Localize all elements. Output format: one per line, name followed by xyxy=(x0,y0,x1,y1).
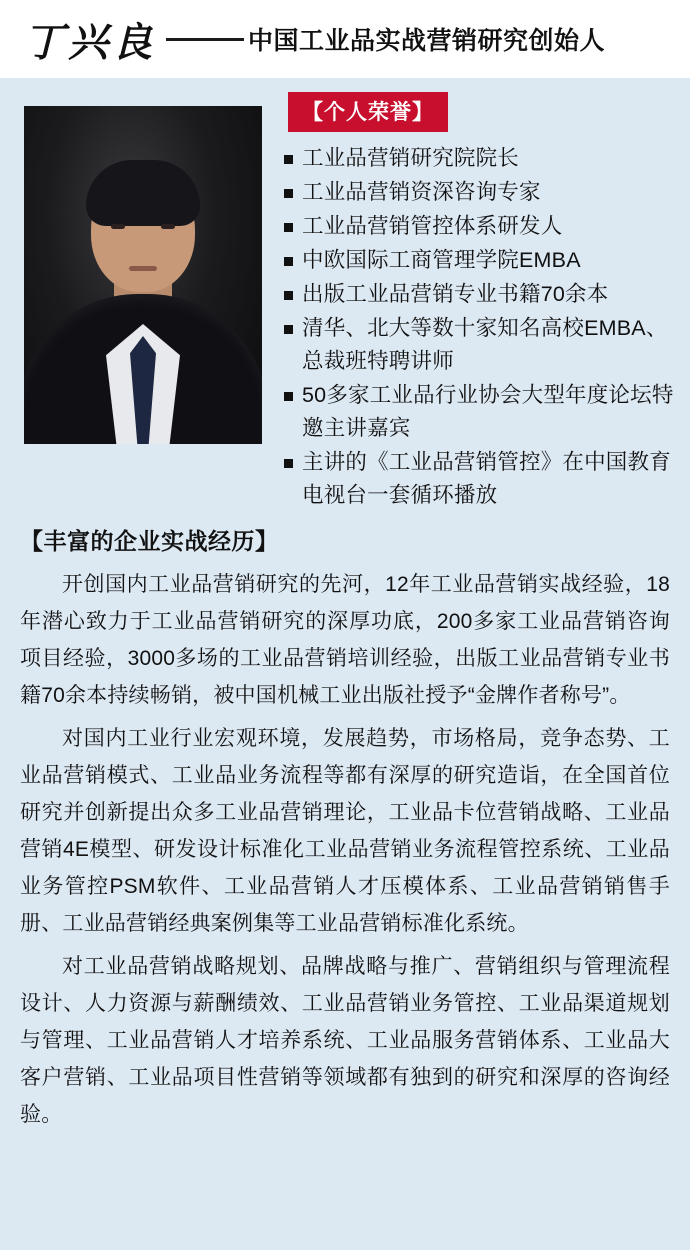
photo-hair xyxy=(86,160,200,226)
list-item-label: 清华、北大等数十家知名高校EMBA、总裁班特聘讲师 xyxy=(302,316,668,373)
portrait-photo xyxy=(24,106,262,444)
experience-title: 【丰富的企业实战经历】 xyxy=(20,528,279,554)
list-item-label: 主讲的《工业品营销管控》在中国教育电视台一套循环播放 xyxy=(302,450,671,507)
bullet-square-icon xyxy=(284,325,293,334)
list-item xyxy=(284,244,680,277)
honors-badge: 【个人荣誉】 xyxy=(288,92,448,132)
list-item xyxy=(284,176,680,209)
bullet-square-icon xyxy=(284,189,293,198)
photo-eye-right xyxy=(161,224,175,229)
list-item xyxy=(284,312,680,378)
bullet-square-icon xyxy=(284,155,293,164)
list-item xyxy=(284,142,680,175)
experience-paragraph: 对工业品营销战略规划、品牌战略与推广、营销组织与管理流程设计、人力资源与薪酬绩效、工业品营销业务管控、工业品渠道规划与管理、工业品营销人才培养系统、工业品服务营销体系、工业品大客户营销、工业品项目性营销等领域都有独到的研究和深厚的咨询经验。 xyxy=(20,955,670,1126)
list-item-label: 工业品营销管控体系研发人 xyxy=(302,214,563,238)
profile-section xyxy=(0,78,690,507)
photo-mouth xyxy=(129,266,157,271)
honors-block xyxy=(262,92,680,513)
experience-section xyxy=(0,503,690,1250)
horizontal-rule-icon xyxy=(166,38,244,41)
list-item-label: 工业品营销研究院院长 xyxy=(302,146,520,170)
experience-paragraph: 对国内工业行业宏观环境，发展趋势，市场格局，竞争态势、工业品营销模式、工业品业务流程等都有深厚的研究造诣，在全国首位研究并创新提出众多工业品营销理论，工业品卡位营销战略、工业品营销4E模型、研发设计标准化工业品营销业务流程管控系统、工业品业务管控PSM软件、工业品营销人才压模体系、工业品营销销售手册、工业品营销经典案例集等工业品营销标准化系统。 xyxy=(20,727,670,935)
honors-list xyxy=(284,142,680,512)
person-name: 丁兴良 xyxy=(24,19,156,65)
list-item-label: 出版工业品营销专业书籍70余本 xyxy=(302,282,609,306)
bullet-square-icon xyxy=(284,223,293,232)
list-item-label: 中欧国际工商管理学院EMBA xyxy=(302,248,581,272)
list-item xyxy=(284,446,680,512)
page-header xyxy=(0,0,690,78)
photo-eye-left xyxy=(111,224,125,229)
bullet-square-icon xyxy=(284,291,293,300)
bullet-square-icon xyxy=(284,257,293,266)
experience-paragraph: 开创国内工业品营销研究的先河，12年工业品营销实战经验，18年潜心致力于工业品营销研究的深厚功底，200多家工业品营销咨询项目经验，3000多场的工业品营销培训经验，出版工业品营销专业书籍70余本持续畅销，被中国机械工业出版社授予“金牌作者称号”。 xyxy=(20,573,670,707)
list-item-label: 50多家工业品行业协会大型年度论坛特邀主讲嘉宾 xyxy=(302,383,674,440)
list-item-label: 工业品营销资深咨询专家 xyxy=(302,180,541,204)
list-item xyxy=(284,278,680,311)
list-item xyxy=(284,210,680,243)
bullet-square-icon xyxy=(284,459,293,468)
bullet-square-icon xyxy=(284,392,293,401)
page-title: 中国工业品实战营销研究创始人 xyxy=(248,27,606,55)
list-item xyxy=(284,379,680,445)
